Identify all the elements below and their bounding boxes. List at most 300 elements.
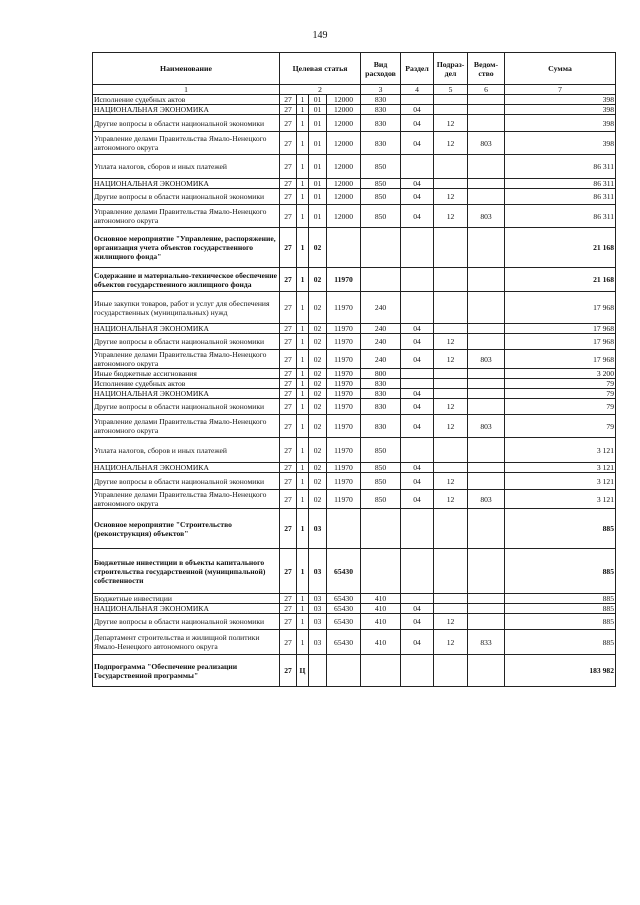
row-sum: 79 bbox=[505, 389, 616, 399]
index-cell: 1 bbox=[93, 85, 280, 95]
target-event: 02 bbox=[309, 438, 327, 463]
subsection bbox=[434, 292, 468, 324]
subsection: 12 bbox=[434, 132, 468, 155]
table-row bbox=[93, 415, 616, 438]
target-subprogram: 1 bbox=[297, 132, 309, 155]
subsection bbox=[434, 268, 468, 292]
table-row bbox=[93, 614, 616, 630]
target-subprogram: 1 bbox=[297, 490, 309, 509]
target-event: 02 bbox=[309, 292, 327, 324]
expense-type: 830 bbox=[361, 389, 401, 399]
department: 833 bbox=[468, 630, 505, 655]
row-name: Исполнение судебных актов bbox=[93, 95, 280, 105]
target-direction bbox=[327, 509, 361, 549]
row-name: НАЦИОНАЛЬНАЯ ЭКОНОМИКА bbox=[93, 105, 280, 115]
subsection: 12 bbox=[434, 115, 468, 132]
row-sum: 3 200 bbox=[505, 369, 616, 379]
header-target: Целевая статья bbox=[280, 53, 361, 85]
row-sum: 3 121 bbox=[505, 463, 616, 473]
department bbox=[468, 268, 505, 292]
section bbox=[401, 95, 434, 105]
target-event: 01 bbox=[309, 105, 327, 115]
expense-type bbox=[361, 655, 401, 687]
table-row bbox=[93, 509, 616, 549]
row-name: Управление делами Правительства Ямало-Ненецкого автономного округа bbox=[93, 415, 280, 438]
department: 803 bbox=[468, 490, 505, 509]
table-row bbox=[93, 132, 616, 155]
row-name: Другие вопросы в области национальной экономики bbox=[93, 614, 280, 630]
index-cell: 5 bbox=[434, 85, 468, 95]
target-direction: 65430 bbox=[327, 614, 361, 630]
index-cell: 2 bbox=[280, 85, 361, 95]
target-event: 01 bbox=[309, 132, 327, 155]
index-cell: 6 bbox=[468, 85, 505, 95]
row-sum: 21 168 bbox=[505, 228, 616, 268]
subsection: 12 bbox=[434, 205, 468, 228]
target-subprogram: 1 bbox=[297, 604, 309, 614]
target-program: 27 bbox=[280, 228, 297, 268]
department bbox=[468, 604, 505, 614]
target-subprogram: 1 bbox=[297, 334, 309, 350]
budget-table bbox=[92, 52, 616, 687]
header-subsection: Подраз-дел bbox=[434, 53, 468, 85]
section: 04 bbox=[401, 490, 434, 509]
expense-type: 850 bbox=[361, 179, 401, 189]
table-row bbox=[93, 189, 616, 205]
subsection: 12 bbox=[434, 350, 468, 369]
expense-type: 240 bbox=[361, 350, 401, 369]
row-sum: 885 bbox=[505, 549, 616, 594]
row-sum: 86 311 bbox=[505, 179, 616, 189]
row-sum: 398 bbox=[505, 115, 616, 132]
department bbox=[468, 292, 505, 324]
row-sum: 21 168 bbox=[505, 268, 616, 292]
target-subprogram: 1 bbox=[297, 415, 309, 438]
section: 04 bbox=[401, 630, 434, 655]
target-event: 02 bbox=[309, 389, 327, 399]
department bbox=[468, 179, 505, 189]
section: 04 bbox=[401, 399, 434, 415]
table-row bbox=[93, 350, 616, 369]
section bbox=[401, 228, 434, 268]
target-subprogram: 1 bbox=[297, 350, 309, 369]
target-program: 27 bbox=[280, 399, 297, 415]
subsection: 12 bbox=[434, 399, 468, 415]
section bbox=[401, 655, 434, 687]
target-subprogram: 1 bbox=[297, 205, 309, 228]
target-program: 27 bbox=[280, 189, 297, 205]
row-name: НАЦИОНАЛЬНАЯ ЭКОНОМИКА bbox=[93, 389, 280, 399]
row-name: Другие вопросы в области национальной экономики bbox=[93, 399, 280, 415]
target-direction: 12000 bbox=[327, 179, 361, 189]
target-subprogram: 1 bbox=[297, 549, 309, 594]
section bbox=[401, 369, 434, 379]
row-name: Другие вопросы в области национальной экономики bbox=[93, 473, 280, 490]
table-row bbox=[93, 389, 616, 399]
target-event: 02 bbox=[309, 334, 327, 350]
department bbox=[468, 115, 505, 132]
department bbox=[468, 594, 505, 604]
section: 04 bbox=[401, 334, 434, 350]
subsection bbox=[434, 509, 468, 549]
target-event: 03 bbox=[309, 630, 327, 655]
subsection bbox=[434, 369, 468, 379]
section: 04 bbox=[401, 205, 434, 228]
row-name: Подпрограмма "Обеспечение реализации Государственной программы" bbox=[93, 655, 280, 687]
target-subprogram: 1 bbox=[297, 630, 309, 655]
target-event: 02 bbox=[309, 399, 327, 415]
section bbox=[401, 292, 434, 324]
target-subprogram: 1 bbox=[297, 95, 309, 105]
expense-type: 410 bbox=[361, 614, 401, 630]
subsection bbox=[434, 105, 468, 115]
target-program: 27 bbox=[280, 490, 297, 509]
section: 04 bbox=[401, 463, 434, 473]
row-name: Иные закупки товаров, работ и услуг для обеспечения государственных (муниципальных) нужд bbox=[93, 292, 280, 324]
expense-type bbox=[361, 509, 401, 549]
target-event: 03 bbox=[309, 604, 327, 614]
table-row bbox=[93, 549, 616, 594]
row-name: Другие вопросы в области национальной экономики bbox=[93, 115, 280, 132]
table-row bbox=[93, 205, 616, 228]
target-event: 03 bbox=[309, 594, 327, 604]
department bbox=[468, 228, 505, 268]
row-name: Другие вопросы в области национальной экономики bbox=[93, 334, 280, 350]
section bbox=[401, 594, 434, 604]
table-row bbox=[93, 268, 616, 292]
target-direction: 12000 bbox=[327, 95, 361, 105]
target-subprogram: 1 bbox=[297, 473, 309, 490]
table-row bbox=[93, 155, 616, 179]
expense-type: 410 bbox=[361, 604, 401, 614]
target-program: 27 bbox=[280, 594, 297, 604]
expense-type: 240 bbox=[361, 334, 401, 350]
subsection bbox=[434, 389, 468, 399]
row-name: Содержание и материально-техническое обеспечение объектов государственного жилищного фонда bbox=[93, 268, 280, 292]
target-event: 02 bbox=[309, 473, 327, 490]
row-name: Иные бюджетные ассигнования bbox=[93, 369, 280, 379]
target-program: 27 bbox=[280, 604, 297, 614]
table-row bbox=[93, 324, 616, 334]
target-event: 02 bbox=[309, 463, 327, 473]
target-event: 02 bbox=[309, 268, 327, 292]
table-row bbox=[93, 604, 616, 614]
target-direction: 12000 bbox=[327, 189, 361, 205]
target-event: 01 bbox=[309, 189, 327, 205]
subsection bbox=[434, 179, 468, 189]
row-sum: 79 bbox=[505, 415, 616, 438]
expense-type bbox=[361, 268, 401, 292]
department bbox=[468, 463, 505, 473]
subsection: 12 bbox=[434, 415, 468, 438]
department bbox=[468, 334, 505, 350]
department: 803 bbox=[468, 132, 505, 155]
section: 04 bbox=[401, 473, 434, 490]
row-sum: 86 311 bbox=[505, 189, 616, 205]
section bbox=[401, 438, 434, 463]
section: 04 bbox=[401, 179, 434, 189]
target-subprogram: 1 bbox=[297, 594, 309, 604]
target-program: 27 bbox=[280, 132, 297, 155]
target-event: 01 bbox=[309, 95, 327, 105]
target-subprogram: 1 bbox=[297, 438, 309, 463]
target-direction: 11970 bbox=[327, 389, 361, 399]
row-name: НАЦИОНАЛЬНАЯ ЭКОНОМИКА bbox=[93, 604, 280, 614]
target-subprogram: 1 bbox=[297, 379, 309, 389]
row-sum: 885 bbox=[505, 614, 616, 630]
target-program: 27 bbox=[280, 630, 297, 655]
section: 04 bbox=[401, 105, 434, 115]
section: 04 bbox=[401, 389, 434, 399]
target-program: 27 bbox=[280, 115, 297, 132]
target-subprogram: 1 bbox=[297, 369, 309, 379]
table-row bbox=[93, 655, 616, 687]
table-row bbox=[93, 463, 616, 473]
target-direction: 11970 bbox=[327, 324, 361, 334]
target-event: 01 bbox=[309, 179, 327, 189]
target-subprogram: 1 bbox=[297, 614, 309, 630]
target-program: 27 bbox=[280, 155, 297, 179]
row-name: НАЦИОНАЛЬНАЯ ЭКОНОМИКА bbox=[93, 324, 280, 334]
department bbox=[468, 379, 505, 389]
target-direction: 11970 bbox=[327, 268, 361, 292]
target-event: 03 bbox=[309, 509, 327, 549]
department: 803 bbox=[468, 350, 505, 369]
target-program: 27 bbox=[280, 415, 297, 438]
target-subprogram: 1 bbox=[297, 105, 309, 115]
target-subprogram: 1 bbox=[297, 268, 309, 292]
subsection bbox=[434, 594, 468, 604]
target-event bbox=[309, 655, 327, 687]
target-subprogram: 1 bbox=[297, 389, 309, 399]
index-cell: 4 bbox=[401, 85, 434, 95]
row-name: Департамент строительства и жилищной политики Ямало-Ненецкого автономного округа bbox=[93, 630, 280, 655]
row-name: Управление делами Правительства Ямало-Ненецкого автономного округа bbox=[93, 205, 280, 228]
target-direction: 11970 bbox=[327, 463, 361, 473]
expense-type: 830 bbox=[361, 379, 401, 389]
row-sum: 885 bbox=[505, 630, 616, 655]
section: 04 bbox=[401, 415, 434, 438]
target-subprogram: 1 bbox=[297, 155, 309, 179]
expense-type: 830 bbox=[361, 399, 401, 415]
section bbox=[401, 268, 434, 292]
subsection bbox=[434, 549, 468, 594]
table-row bbox=[93, 594, 616, 604]
row-sum: 885 bbox=[505, 509, 616, 549]
target-event: 02 bbox=[309, 324, 327, 334]
header-sum: Сумма bbox=[505, 53, 616, 85]
row-name: Исполнение судебных актов bbox=[93, 379, 280, 389]
target-program: 27 bbox=[280, 509, 297, 549]
table-body bbox=[93, 95, 616, 687]
row-name: Другие вопросы в области национальной экономики bbox=[93, 189, 280, 205]
department bbox=[468, 473, 505, 490]
expense-type: 850 bbox=[361, 473, 401, 490]
page-number: 149 bbox=[312, 30, 328, 41]
row-sum: 17 968 bbox=[505, 334, 616, 350]
target-program: 27 bbox=[280, 95, 297, 105]
row-sum: 3 121 bbox=[505, 473, 616, 490]
row-sum: 3 121 bbox=[505, 438, 616, 463]
row-sum: 86 311 bbox=[505, 205, 616, 228]
department bbox=[468, 655, 505, 687]
expense-type: 240 bbox=[361, 292, 401, 324]
expense-type: 830 bbox=[361, 115, 401, 132]
subsection: 12 bbox=[434, 334, 468, 350]
target-event: 02 bbox=[309, 228, 327, 268]
expense-type: 830 bbox=[361, 95, 401, 105]
row-name: НАЦИОНАЛЬНАЯ ЭКОНОМИКА bbox=[93, 179, 280, 189]
department: 803 bbox=[468, 205, 505, 228]
target-direction: 11970 bbox=[327, 415, 361, 438]
table-row bbox=[93, 438, 616, 463]
section: 04 bbox=[401, 614, 434, 630]
expense-type: 240 bbox=[361, 324, 401, 334]
target-program: 27 bbox=[280, 324, 297, 334]
index-cell: 3 bbox=[361, 85, 401, 95]
target-direction: 11970 bbox=[327, 438, 361, 463]
target-program: 27 bbox=[280, 179, 297, 189]
expense-type: 830 bbox=[361, 132, 401, 155]
row-sum: 86 311 bbox=[505, 155, 616, 179]
subsection bbox=[434, 95, 468, 105]
target-subprogram: 1 bbox=[297, 399, 309, 415]
target-program: 27 bbox=[280, 350, 297, 369]
target-event: 02 bbox=[309, 490, 327, 509]
target-event: 01 bbox=[309, 205, 327, 228]
expense-type: 850 bbox=[361, 189, 401, 205]
table-row bbox=[93, 490, 616, 509]
target-event: 03 bbox=[309, 549, 327, 594]
target-direction: 65430 bbox=[327, 594, 361, 604]
table-row bbox=[93, 105, 616, 115]
expense-type: 830 bbox=[361, 105, 401, 115]
table-row bbox=[93, 115, 616, 132]
target-program: 27 bbox=[280, 389, 297, 399]
subsection: 12 bbox=[434, 630, 468, 655]
subsection bbox=[434, 155, 468, 179]
target-direction: 11970 bbox=[327, 369, 361, 379]
target-program: 27 bbox=[280, 473, 297, 490]
section: 04 bbox=[401, 189, 434, 205]
department bbox=[468, 155, 505, 179]
target-subprogram: 1 bbox=[297, 292, 309, 324]
target-program: 27 bbox=[280, 334, 297, 350]
expense-type: 850 bbox=[361, 490, 401, 509]
section: 04 bbox=[401, 115, 434, 132]
row-sum: 183 982 bbox=[505, 655, 616, 687]
row-name: Бюджетные инвестиции bbox=[93, 594, 280, 604]
section: 04 bbox=[401, 604, 434, 614]
target-subprogram: 1 bbox=[297, 179, 309, 189]
target-direction: 12000 bbox=[327, 132, 361, 155]
expense-type: 830 bbox=[361, 415, 401, 438]
target-program: 27 bbox=[280, 549, 297, 594]
row-name: Управление делами Правительства Ямало-Ненецкого автономного округа bbox=[93, 490, 280, 509]
target-direction: 12000 bbox=[327, 105, 361, 115]
subsection: 12 bbox=[434, 490, 468, 509]
target-direction: 11970 bbox=[327, 399, 361, 415]
target-direction: 11970 bbox=[327, 490, 361, 509]
department bbox=[468, 509, 505, 549]
expense-type: 850 bbox=[361, 205, 401, 228]
department bbox=[468, 189, 505, 205]
department: 803 bbox=[468, 415, 505, 438]
target-subprogram: 1 bbox=[297, 189, 309, 205]
department bbox=[468, 389, 505, 399]
target-direction: 11970 bbox=[327, 473, 361, 490]
table-row bbox=[93, 292, 616, 324]
table-row bbox=[93, 334, 616, 350]
target-event: 02 bbox=[309, 415, 327, 438]
department bbox=[468, 614, 505, 630]
expense-type: 800 bbox=[361, 369, 401, 379]
row-name: Уплата налогов, сборов и иных платежей bbox=[93, 438, 280, 463]
row-name: Управление делами Правительства Ямало-Ненецкого автономного округа bbox=[93, 132, 280, 155]
section: 04 bbox=[401, 132, 434, 155]
index-cell: 7 bbox=[505, 85, 616, 95]
target-direction: 65430 bbox=[327, 549, 361, 594]
target-direction: 11970 bbox=[327, 292, 361, 324]
department bbox=[468, 438, 505, 463]
row-name: Основное мероприятие "Строительство (реконструкция) объектов" bbox=[93, 509, 280, 549]
row-sum: 79 bbox=[505, 399, 616, 415]
target-program: 27 bbox=[280, 614, 297, 630]
target-direction: 12000 bbox=[327, 205, 361, 228]
header-department: Ведом-ство bbox=[468, 53, 505, 85]
target-direction: 12000 bbox=[327, 115, 361, 132]
department bbox=[468, 95, 505, 105]
expense-type: 410 bbox=[361, 630, 401, 655]
subsection bbox=[434, 604, 468, 614]
header-expense-type: Вид расходов bbox=[361, 53, 401, 85]
row-name: Бюджетные инвестиции в объекты капитального строительства государственной (муниципальной) собственности bbox=[93, 549, 280, 594]
target-program: 27 bbox=[280, 438, 297, 463]
subsection bbox=[434, 379, 468, 389]
target-program: 27 bbox=[280, 292, 297, 324]
target-event: 02 bbox=[309, 369, 327, 379]
target-subprogram: 1 bbox=[297, 463, 309, 473]
target-program: 27 bbox=[280, 205, 297, 228]
subsection bbox=[434, 438, 468, 463]
target-event: 03 bbox=[309, 614, 327, 630]
row-sum: 79 bbox=[505, 379, 616, 389]
target-direction: 12000 bbox=[327, 155, 361, 179]
subsection bbox=[434, 228, 468, 268]
table-row bbox=[93, 228, 616, 268]
section bbox=[401, 379, 434, 389]
subsection bbox=[434, 324, 468, 334]
target-direction: 65430 bbox=[327, 604, 361, 614]
expense-type: 410 bbox=[361, 594, 401, 604]
target-subprogram: Ц bbox=[297, 655, 309, 687]
row-name: Основное мероприятие "Управление, распоряжение, организация учета объектов государственного жилищного фонда" bbox=[93, 228, 280, 268]
target-direction: 65430 bbox=[327, 630, 361, 655]
subsection bbox=[434, 463, 468, 473]
subsection: 12 bbox=[434, 473, 468, 490]
department bbox=[468, 549, 505, 594]
subsection: 12 bbox=[434, 614, 468, 630]
target-program: 27 bbox=[280, 463, 297, 473]
row-sum: 17 968 bbox=[505, 350, 616, 369]
row-sum: 398 bbox=[505, 105, 616, 115]
section: 04 bbox=[401, 350, 434, 369]
table-row bbox=[93, 379, 616, 389]
section: 04 bbox=[401, 324, 434, 334]
row-sum: 398 bbox=[505, 132, 616, 155]
target-program: 27 bbox=[280, 379, 297, 389]
row-name: НАЦИОНАЛЬНАЯ ЭКОНОМИКА bbox=[93, 463, 280, 473]
